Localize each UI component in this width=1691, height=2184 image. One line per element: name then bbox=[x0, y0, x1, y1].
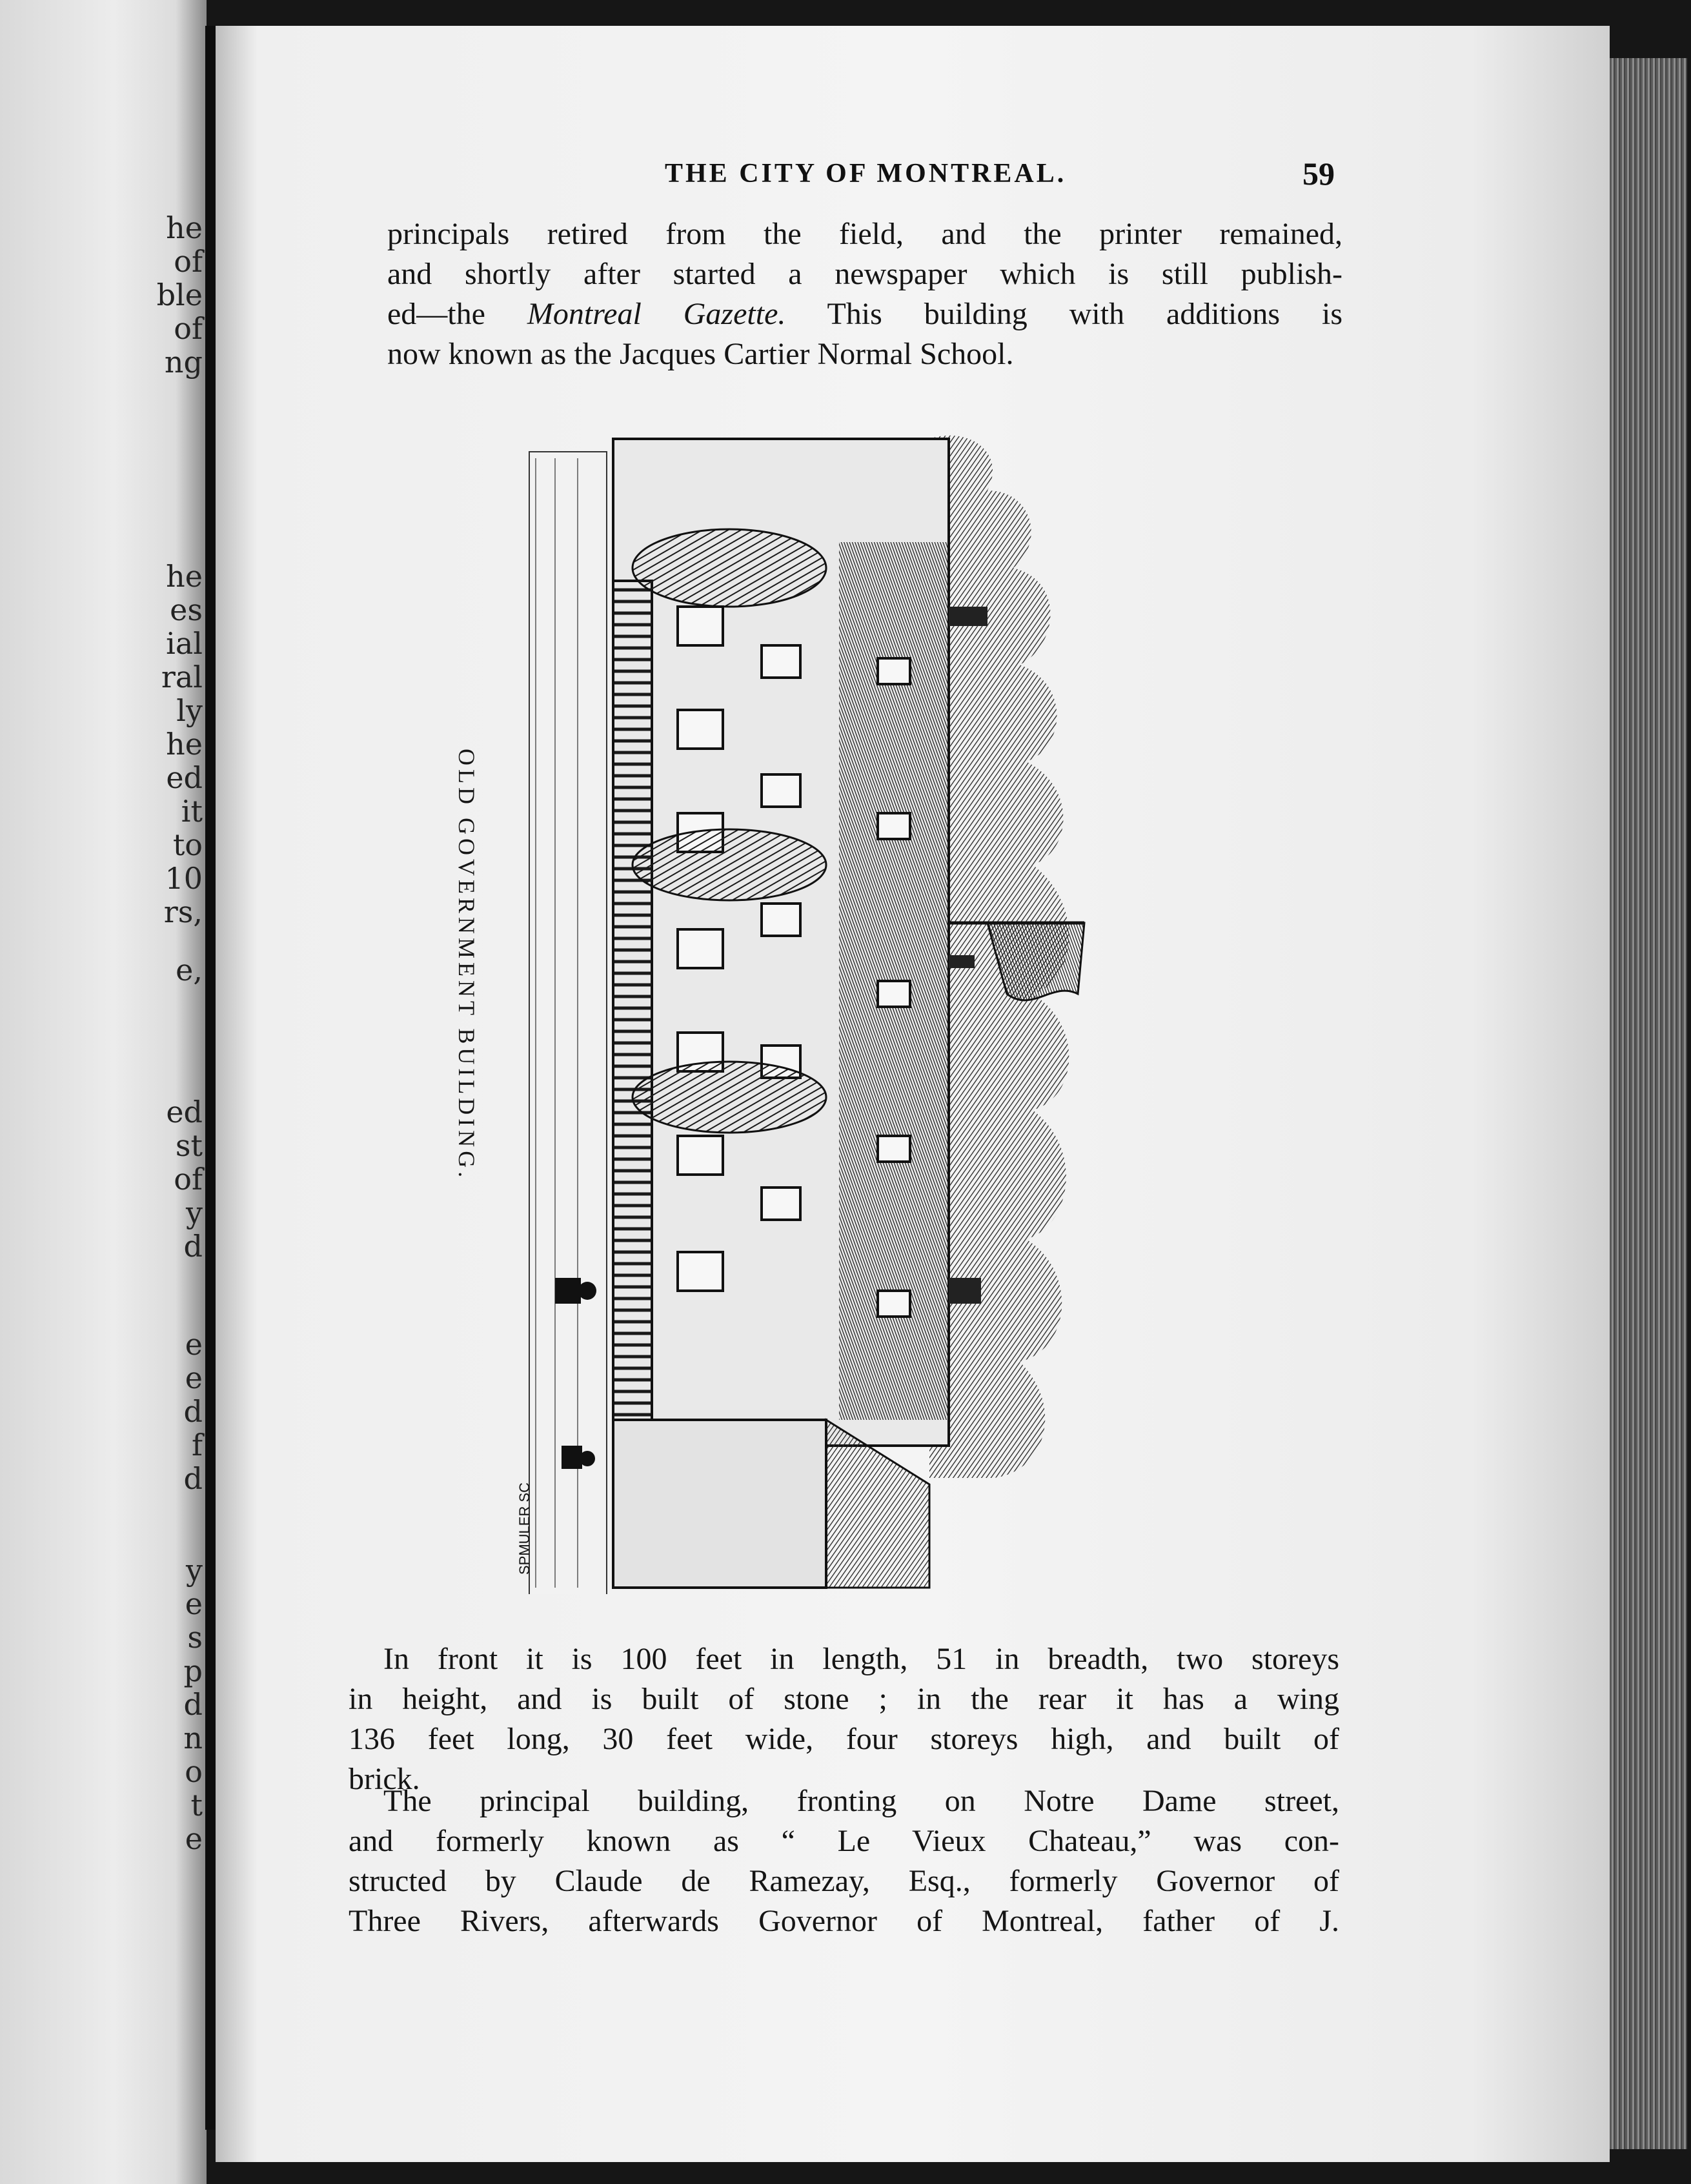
paragraph-line: 136 feet long, 30 feet wide, four storeys high, and built of bbox=[349, 1722, 1339, 1756]
left-page-fragment: d bbox=[183, 1687, 203, 1722]
paragraph-line: in height, and is built of stone ; in the rear it has a wing bbox=[349, 1682, 1339, 1716]
fence bbox=[613, 581, 652, 1420]
left-page-fragment: f bbox=[191, 1428, 203, 1462]
left-page-fragment: e bbox=[185, 1821, 203, 1856]
left-page-fragment: d bbox=[183, 1229, 203, 1264]
page-edges bbox=[1610, 58, 1687, 2149]
left-page-fragment: e bbox=[185, 1327, 203, 1362]
paragraph-line: now known as the Jacques Cartier Normal School. bbox=[387, 337, 1014, 371]
left-page-fragment: s bbox=[187, 1620, 203, 1655]
left-page-fragment: d bbox=[183, 1461, 203, 1496]
left-page-fragment: of bbox=[174, 1162, 203, 1197]
left-page-fragment: ial bbox=[166, 626, 203, 661]
left-page-fragment: e bbox=[185, 1586, 203, 1621]
top-paragraph bbox=[387, 214, 1342, 374]
left-page-fragment: e, bbox=[176, 953, 203, 987]
engraving-svg bbox=[516, 413, 1233, 1594]
left-page-fragment: to bbox=[172, 827, 203, 862]
paragraph-line: structed by Claude de Ramezay, Esq., formerly Governor of bbox=[349, 1864, 1339, 1898]
engraver-signature: SPMULER SC bbox=[516, 1482, 532, 1575]
left-page-fragment: of bbox=[174, 244, 203, 279]
paragraph-line: In front it is 100 feet in length, 51 in breadth, two storeys bbox=[383, 1642, 1339, 1676]
left-page-fragment: he bbox=[166, 559, 203, 594]
paragraph-line: The principal building, fronting on Notre Dame street, bbox=[383, 1784, 1339, 1818]
page-number: 59 bbox=[1302, 156, 1335, 192]
paragraph-line: ed—the Montreal Gazette. This building with additions is bbox=[387, 297, 1343, 331]
left-page-fragment: ed bbox=[166, 1095, 203, 1129]
left-page-fragment: ed bbox=[166, 760, 203, 795]
newspaper-title: Montreal Gazette. bbox=[527, 297, 786, 331]
left-page-fragment: ng bbox=[164, 345, 203, 379]
left-page-fragment: d bbox=[183, 1394, 203, 1429]
left-page-fragment: e bbox=[185, 1360, 203, 1395]
left-page-fragment: 10 bbox=[165, 861, 203, 896]
left-page-fragment: it bbox=[181, 794, 203, 829]
left-page-fragment: y bbox=[186, 1553, 203, 1588]
left-page-fragment: ral bbox=[161, 660, 203, 694]
left-page-fragment: y bbox=[186, 1195, 203, 1230]
left-facing-page bbox=[0, 0, 207, 2184]
left-page-fragment: ly bbox=[176, 693, 203, 728]
left-page-fragment: he bbox=[166, 727, 203, 762]
left-page-fragment: he bbox=[166, 210, 203, 245]
left-page-fragment: o bbox=[185, 1754, 203, 1789]
left-page-fragment: n bbox=[183, 1721, 203, 1755]
left-page-fragment: rs, bbox=[163, 895, 203, 929]
left-page-fragment: of bbox=[174, 311, 203, 346]
left-page-fragment: es bbox=[170, 592, 203, 627]
left-page-fragment: ble bbox=[156, 278, 203, 312]
left-page-fragment: p bbox=[183, 1653, 203, 1688]
bottom-paragraph-1 bbox=[349, 1639, 1339, 1799]
book-gutter bbox=[205, 26, 216, 2130]
paragraph-line: and formerly known as “ Le Vieux Chateau,” was con- bbox=[349, 1824, 1339, 1858]
left-page-fragment: t bbox=[190, 1788, 203, 1823]
paragraph-line: brick. bbox=[349, 1762, 420, 1796]
illustration-caption: OLD GOVERNMENT BUILDING. bbox=[454, 749, 480, 1182]
street bbox=[529, 452, 607, 1594]
left-page-fragment: st bbox=[175, 1128, 203, 1163]
bottom-paragraph-2 bbox=[349, 1781, 1339, 1941]
old-government-building-engraving bbox=[516, 413, 1233, 1594]
paragraph-line: Three Rivers, afterwards Governor of Montreal, father of J. bbox=[349, 1904, 1339, 1938]
paragraph-line: principals retired from the field, and the printer remained, bbox=[387, 217, 1342, 251]
paragraph-line: and shortly after started a newspaper which is still publish- bbox=[387, 257, 1342, 291]
running-head: THE CITY OF MONTREAL. bbox=[665, 159, 1067, 188]
side-wing bbox=[613, 1420, 826, 1588]
